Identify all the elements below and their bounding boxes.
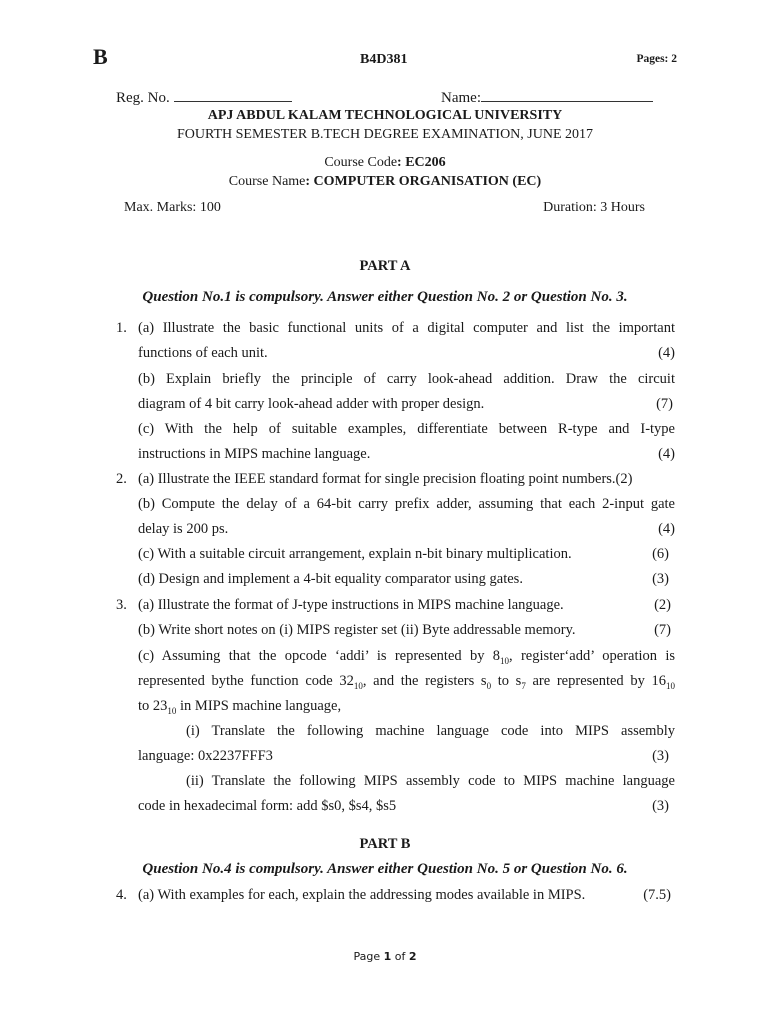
q3c-text-part: , and the registers s xyxy=(362,673,487,689)
q1b-line1: (b) Explain briefly the principle of carry look-ahead addition. Draw the circuit xyxy=(138,371,675,387)
q3c-text xyxy=(138,673,675,689)
paper-code: B4D381 xyxy=(360,52,408,67)
question-number: 2. xyxy=(116,471,127,487)
q4a-marks: (7.5) xyxy=(643,887,671,903)
duration: Duration: 3 Hours xyxy=(543,200,645,215)
university-title: APJ ABDUL KALAM TECHNOLOGICAL UNIVERSITY xyxy=(207,108,563,123)
q1c-line2: instructions in MIPS machine language. xyxy=(138,446,371,462)
q3c-text-part: (c) Assuming that the opcode ‘addi’ is represented by 8 xyxy=(138,648,501,664)
q3c-line1 xyxy=(138,648,675,666)
name-blank xyxy=(481,89,653,102)
footer-of-label: of xyxy=(391,950,409,963)
q1b-line2: diagram of 4 bit carry look-ahead adder with proper design. xyxy=(138,396,485,412)
course-name xyxy=(0,174,770,190)
q3c-text-part: represented bythe function code 32 xyxy=(138,673,354,689)
part-b-instruction: Question No.4 is compulsory. Answer either Question No. 5 or Question No. 6. xyxy=(142,861,628,877)
subscript: 10 xyxy=(167,705,177,716)
footer-page-number: 1 xyxy=(383,950,392,963)
q1a-line2: functions of each unit. xyxy=(138,345,268,361)
q3c-text-part: to s xyxy=(491,673,522,689)
q1c-line1: (c) With the help of suitable examples, differentiate between R-type and I-type xyxy=(138,421,675,437)
q4a-line: (a) With examples for each, explain the addressing modes available in MIPS. xyxy=(138,887,586,903)
q3cii-line1: (ii) Translate the following MIPS assembly code to MIPS machine language xyxy=(186,773,675,789)
question-number: 3. xyxy=(116,597,127,613)
q3c-text-part: are represented by 16 xyxy=(525,673,666,689)
q1b-marks: (7) xyxy=(656,396,673,412)
q3cii-line2: code in hexadecimal form: add $s0, $s4, $s5 xyxy=(138,798,397,814)
part-b-title: PART B xyxy=(359,836,411,852)
question-number: 4. xyxy=(116,887,127,903)
max-marks: Max. Marks: 100 xyxy=(124,200,221,215)
q3ci-line2: language: 0x2237FFF3 xyxy=(138,748,273,764)
q2d-line: (d) Design and implement a 4-bit equality comparator using gates. xyxy=(138,571,523,587)
q3c-line3 xyxy=(138,698,675,716)
course-code-value: : EC206 xyxy=(397,155,446,170)
footer-page-label: Page xyxy=(353,950,384,963)
series-letter: B xyxy=(93,44,108,69)
reg-no-blank xyxy=(174,89,292,102)
course-name-value: : COMPUTER ORGANISATION (EC) xyxy=(305,174,542,189)
course-name-label: Course Name xyxy=(228,174,306,189)
subscript: 10 xyxy=(353,680,363,691)
q3b-line: (b) Write short notes on (i) MIPS register set (ii) Byte addressable memory. xyxy=(138,622,576,638)
q2c-marks: (6) xyxy=(652,546,669,562)
subscript: 0 xyxy=(486,680,492,691)
q3c-text-part: to 23 xyxy=(138,698,168,714)
q2b-marks: (4) xyxy=(658,521,675,537)
name-label: Name: xyxy=(441,90,481,106)
q3c-text-part: in MIPS machine language, xyxy=(176,698,342,714)
q3a-marks: (2) xyxy=(654,597,671,613)
course-code-label: Course Code xyxy=(324,155,398,170)
q2d-marks: (3) xyxy=(652,571,669,587)
q1a-marks: (4) xyxy=(658,345,675,361)
q3a-line: (a) Illustrate the format of J-type instructions in MIPS machine language. xyxy=(138,597,564,613)
exam-title: FOURTH SEMESTER B.TECH DEGREE EXAMINATION, JUNE 2017 xyxy=(176,127,594,142)
q1a-line1: (a) Illustrate the basic functional units of a digital computer and list the important xyxy=(138,320,675,336)
question-number: 1. xyxy=(116,320,127,336)
q2c-line: (c) With a suitable circuit arrangement, explain n-bit binary multiplication. xyxy=(138,546,572,562)
q3ci-marks: (3) xyxy=(652,748,669,764)
name-field xyxy=(441,89,653,107)
q3ci-line1: (i) Translate the following machine language code into MIPS assembly xyxy=(186,723,675,739)
q3cii-marks: (3) xyxy=(652,798,669,814)
q2a-line: (a) Illustrate the IEEE standard format for single precision floating point numbers.(2) xyxy=(138,471,633,487)
part-a-instruction: Question No.1 is compulsory. Answer either Question No. 2 or Question No. 3. xyxy=(142,289,628,305)
pages-count: Pages: 2 xyxy=(636,53,677,65)
subscript: 10 xyxy=(500,655,510,666)
q3c-line2 xyxy=(138,673,675,691)
reg-no-field xyxy=(116,89,292,107)
part-a-title: PART A xyxy=(359,258,411,274)
subscript: 7 xyxy=(521,680,526,691)
q2b-line1: (b) Compute the delay of a 64-bit carry prefix adder, assuming that each 2-input gate xyxy=(138,496,675,512)
q3b-marks: (7) xyxy=(654,622,671,638)
subscript: 10 xyxy=(666,680,675,691)
reg-no-label: Reg. No. xyxy=(116,90,170,106)
q3c-text xyxy=(138,648,675,664)
footer-page-total: 2 xyxy=(408,950,417,963)
course-code xyxy=(0,155,770,171)
q2b-line2: delay is 200 ps. xyxy=(138,521,229,537)
q1c-marks: (4) xyxy=(658,446,675,462)
q3c-text-part: , register‘add’ operation is xyxy=(509,648,675,664)
page-footer xyxy=(0,950,770,963)
